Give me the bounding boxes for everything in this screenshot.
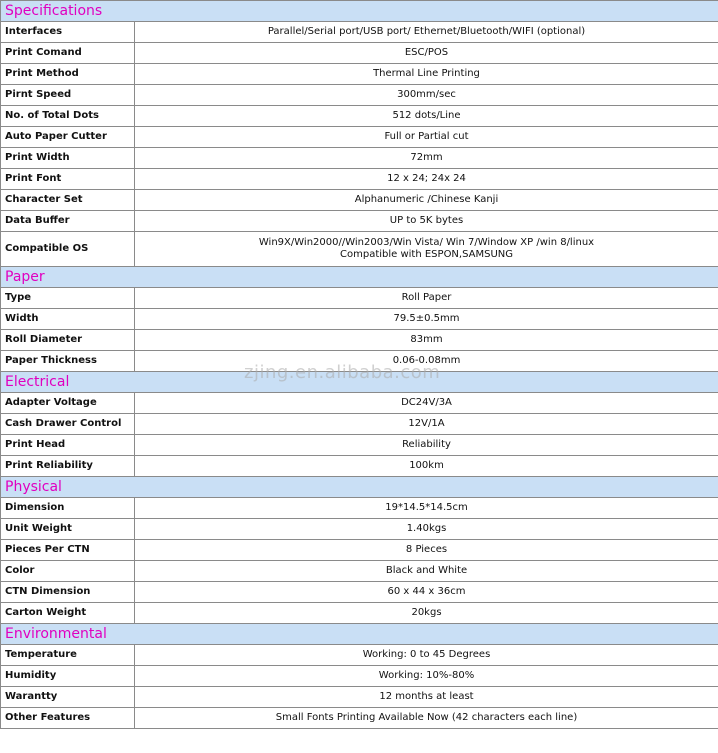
spec-value-line: Small Fonts Printing Available Now (42 characters each line) bbox=[275, 712, 578, 723]
spec-row bbox=[1, 603, 718, 624]
spec-label: Character Set bbox=[1, 190, 135, 211]
spec-row bbox=[1, 330, 718, 351]
spec-value bbox=[135, 309, 718, 330]
spec-value bbox=[135, 393, 718, 414]
spec-row bbox=[1, 687, 718, 708]
spec-value-line: 72mm bbox=[410, 152, 443, 163]
spec-value bbox=[135, 43, 718, 64]
spec-value bbox=[135, 288, 718, 309]
spec-label: Interfaces bbox=[1, 22, 135, 43]
spec-label: Dimension bbox=[1, 498, 135, 519]
spec-row bbox=[1, 414, 718, 435]
spec-value bbox=[135, 64, 718, 85]
spec-value bbox=[135, 540, 718, 561]
spec-value bbox=[135, 498, 718, 519]
spec-value bbox=[135, 106, 718, 127]
section-header bbox=[1, 1, 718, 22]
spec-label: Auto Paper Cutter bbox=[1, 127, 135, 148]
spec-value-line: Working: 0 to 45 Degrees bbox=[362, 649, 491, 660]
spec-table-body bbox=[1, 1, 718, 729]
spec-row bbox=[1, 582, 718, 603]
spec-row bbox=[1, 645, 718, 666]
spec-row bbox=[1, 540, 718, 561]
spec-label: Other Features bbox=[1, 708, 135, 729]
spec-row bbox=[1, 232, 718, 267]
spec-value bbox=[135, 169, 718, 190]
spec-label: Print Head bbox=[1, 435, 135, 456]
spec-value-line: 19*14.5*14.5cm bbox=[385, 502, 468, 513]
spec-value bbox=[135, 582, 718, 603]
spec-row bbox=[1, 64, 718, 85]
section-title: Physical bbox=[1, 477, 718, 498]
spec-label: Roll Diameter bbox=[1, 330, 135, 351]
spec-value-line: Roll Paper bbox=[401, 292, 452, 303]
section-title: Paper bbox=[1, 267, 718, 288]
spec-label: Print Reliability bbox=[1, 456, 135, 477]
spec-row bbox=[1, 708, 718, 729]
spec-label: Carton Weight bbox=[1, 603, 135, 624]
spec-label: Temperature bbox=[1, 645, 135, 666]
spec-value bbox=[135, 414, 718, 435]
spec-value bbox=[135, 211, 718, 232]
spec-label: Warantty bbox=[1, 687, 135, 708]
spec-row bbox=[1, 519, 718, 540]
spec-row bbox=[1, 43, 718, 64]
spec-value-line: 12 x 24; 24x 24 bbox=[387, 173, 466, 184]
spec-label: Color bbox=[1, 561, 135, 582]
spec-value bbox=[135, 351, 718, 372]
spec-value-line: Thermal Line Printing bbox=[373, 68, 480, 79]
spec-value-line: 12 months at least bbox=[379, 691, 474, 702]
spec-value-line: DC24V/3A bbox=[401, 397, 452, 408]
spec-label: Type bbox=[1, 288, 135, 309]
spec-value-line: 1.40kgs bbox=[406, 523, 447, 534]
spec-label: Data Buffer bbox=[1, 211, 135, 232]
spec-label: No. of Total Dots bbox=[1, 106, 135, 127]
spec-row bbox=[1, 435, 718, 456]
spec-row bbox=[1, 456, 718, 477]
spec-value-line: Full or Partial cut bbox=[384, 131, 469, 142]
spec-value bbox=[135, 645, 718, 666]
spec-value bbox=[135, 148, 718, 169]
spec-label: Pieces Per CTN bbox=[1, 540, 135, 561]
spec-row bbox=[1, 85, 718, 106]
spec-value-line: 12V/1A bbox=[408, 418, 445, 429]
spec-label: CTN Dimension bbox=[1, 582, 135, 603]
spec-label: Print Font bbox=[1, 169, 135, 190]
section-header bbox=[1, 624, 718, 645]
spec-row bbox=[1, 498, 718, 519]
spec-label: Print Method bbox=[1, 64, 135, 85]
spec-row bbox=[1, 148, 718, 169]
section-header bbox=[1, 372, 718, 393]
spec-value bbox=[135, 85, 718, 106]
spec-value-line: 8 Pieces bbox=[405, 544, 448, 555]
spec-value bbox=[135, 127, 718, 148]
spec-label: Cash Drawer Control bbox=[1, 414, 135, 435]
spec-row bbox=[1, 309, 718, 330]
spec-row bbox=[1, 393, 718, 414]
spec-value-line: UP to 5K bytes bbox=[389, 215, 464, 226]
spec-label: Print Comand bbox=[1, 43, 135, 64]
spec-value-line: 79.5±0.5mm bbox=[393, 313, 460, 324]
spec-row bbox=[1, 666, 718, 687]
spec-value bbox=[135, 708, 718, 729]
spec-row bbox=[1, 561, 718, 582]
spec-label: Compatible OS bbox=[1, 232, 135, 267]
spec-value-line: 512 dots/Line bbox=[392, 110, 461, 121]
spec-value-line: Black and White bbox=[385, 565, 468, 576]
spec-value-line: Win9X/Win2000//Win2003/Win Vista/ Win 7/Window XP /win 8/linux bbox=[258, 237, 595, 248]
spec-value bbox=[135, 687, 718, 708]
spec-value-line: Compatible with ESPON,SAMSUNG bbox=[340, 249, 513, 260]
spec-value bbox=[135, 603, 718, 624]
spec-row bbox=[1, 351, 718, 372]
spec-value bbox=[135, 330, 718, 351]
spec-row bbox=[1, 288, 718, 309]
spec-value bbox=[135, 435, 718, 456]
spec-label: Humidity bbox=[1, 666, 135, 687]
spec-value-line: 83mm bbox=[410, 334, 443, 345]
spec-row bbox=[1, 211, 718, 232]
spec-row bbox=[1, 127, 718, 148]
spec-value-line: 0.06-0.08mm bbox=[392, 355, 461, 366]
section-header bbox=[1, 267, 718, 288]
spec-value bbox=[135, 519, 718, 540]
spec-value bbox=[135, 666, 718, 687]
spec-value-line: 100km bbox=[409, 460, 444, 471]
spec-row bbox=[1, 190, 718, 211]
spec-value-line: Parallel/Serial port/USB port/ Ethernet/Bluetooth/WIFI (optional) bbox=[267, 26, 586, 37]
spec-value-line: 20kgs bbox=[411, 607, 442, 618]
spec-label: Width bbox=[1, 309, 135, 330]
section-title: Electrical bbox=[1, 372, 718, 393]
spec-label: Adapter Voltage bbox=[1, 393, 135, 414]
spec-value bbox=[135, 456, 718, 477]
spec-value-line: Working: 10%-80% bbox=[378, 670, 475, 681]
spec-label: Print Width bbox=[1, 148, 135, 169]
section-title: Specifications bbox=[1, 1, 718, 22]
spec-row bbox=[1, 106, 718, 127]
spec-value-line: 300mm/sec bbox=[397, 89, 456, 100]
spec-row bbox=[1, 169, 718, 190]
spec-value bbox=[135, 232, 718, 267]
spec-label: Paper Thickness bbox=[1, 351, 135, 372]
spec-value bbox=[135, 190, 718, 211]
spec-label: Unit Weight bbox=[1, 519, 135, 540]
spec-value bbox=[135, 561, 718, 582]
section-header bbox=[1, 477, 718, 498]
spec-value-line: ESC/POS bbox=[404, 47, 449, 58]
spec-value-line: Reliability bbox=[402, 439, 451, 450]
spec-value-line: Alphanumeric /Chinese Kanji bbox=[354, 194, 499, 205]
spec-value-line: 60 x 44 x 36cm bbox=[387, 586, 466, 597]
spec-value bbox=[135, 22, 718, 43]
section-title: Environmental bbox=[1, 624, 718, 645]
watermark: zjing.en.alibaba.com bbox=[244, 362, 441, 383]
spec-label: Pirnt Speed bbox=[1, 85, 135, 106]
spec-row bbox=[1, 22, 718, 43]
